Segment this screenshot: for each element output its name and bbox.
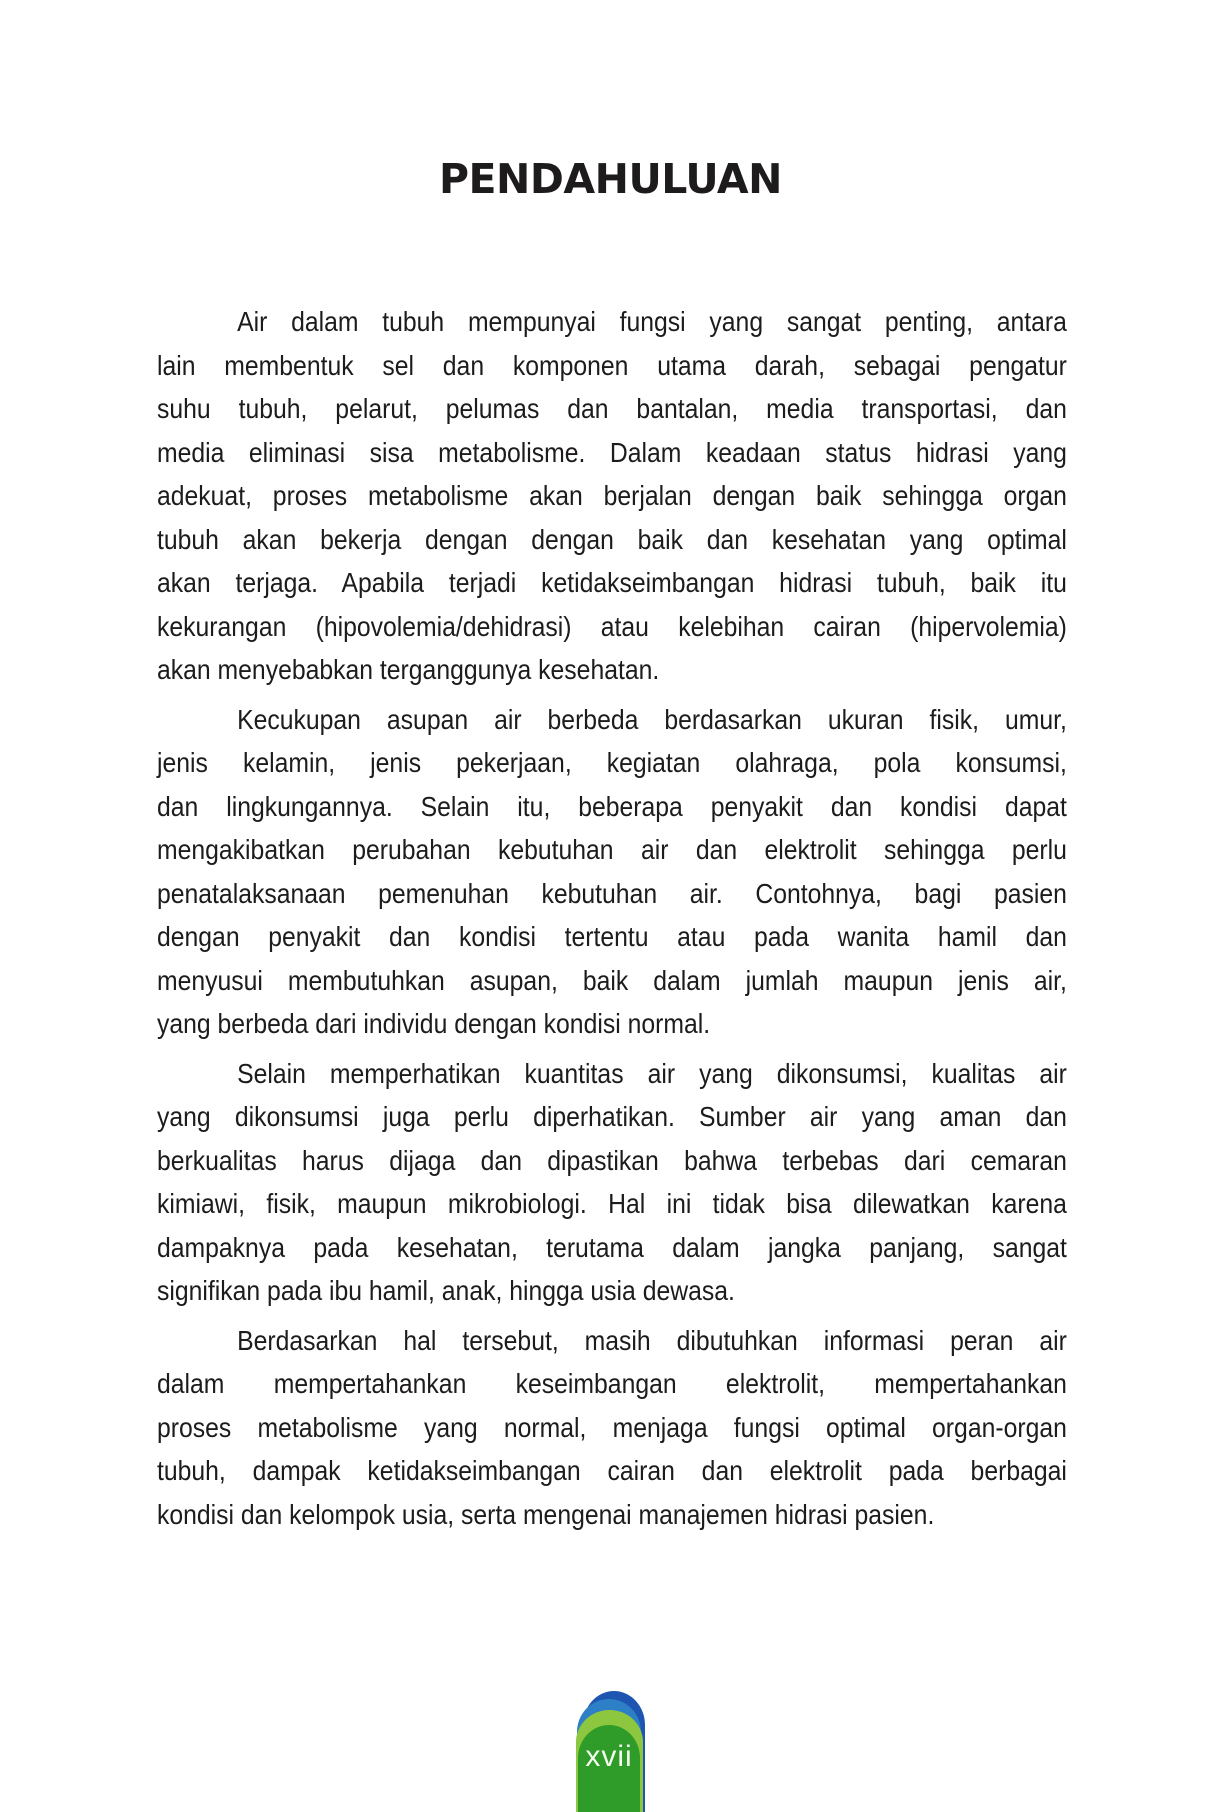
- text-line: Selain memperhatikan kuantitas air yang dikonsumsi, kualitas air: [237, 1057, 1067, 1089]
- text-line: akan terjaga. Apabila terjadi ketidakseimbangan hidrasi tubuh, baik itu: [157, 567, 1067, 598]
- text-line: signifikan pada ibu hamil, anak, hingga usia dewasa.: [157, 1275, 735, 1306]
- text-line: yang berbeda dari individu dengan kondisi normal.: [157, 1008, 711, 1039]
- text-line: mengakibatkan perubahan kebutuhan air dan elektrolit sehingga perlu: [157, 834, 1067, 865]
- text-line: penatalaksanaan pemenuhan kebutuhan air. Contohnya, bagi pasien: [157, 877, 1067, 909]
- text-line: menyusui membutuhkan asupan, baik dalam jumlah maupun jenis air,: [157, 964, 1067, 996]
- footer-ornament: [575, 1688, 647, 1812]
- text-line: dampaknya pada kesehatan, terutama dalam jangka panjang, sangat: [157, 1231, 1067, 1263]
- paragraph: [157, 1052, 1067, 1313]
- text-line: tubuh, dampak ketidakseimbangan cairan dan elektrolit pada berbagai: [157, 1455, 1067, 1486]
- text-line: kimiawi, fisik, maupun mikrobiologi. Hal ini tidak bisa dilewatkan karena: [157, 1188, 1067, 1219]
- paragraph: [157, 698, 1067, 1046]
- text-line: adekuat, proses metabolisme akan berjalan dengan baik sehingga organ: [157, 480, 1067, 511]
- text-line: dan lingkungannya. Selain itu, beberapa penyakit dan kondisi dapat: [157, 790, 1067, 822]
- text-line: kondisi dan kelompok usia, serta mengenai manajemen hidrasi pasien.: [157, 1498, 935, 1530]
- text-line: proses metabolisme yang normal, menjaga fungsi optimal organ-organ: [157, 1411, 1067, 1443]
- paragraph: [157, 300, 1067, 692]
- paragraph: [157, 1319, 1067, 1537]
- text-line: kekurangan (hipovolemia/dehidrasi) atau kelebihan cairan (hipervolemia): [157, 610, 1067, 642]
- page-title: PENDAHULUAN: [439, 155, 782, 203]
- text-line: lain membentuk sel dan komponen utama darah, sebagai pengatur: [157, 349, 1067, 381]
- text-line: tubuh akan bekerja dengan dengan baik dan kesehatan yang optimal: [157, 523, 1067, 555]
- text-line: dalam mempertahankan keseimbangan elektrolit, mempertahankan: [157, 1368, 1067, 1399]
- text-line: akan menyebabkan terganggunya kesehatan.: [157, 654, 660, 685]
- text-line: media eliminasi sisa metabolisme. Dalam keadaan status hidrasi yang: [157, 436, 1067, 468]
- text-line: dengan penyakit dan kondisi tertentu atau pada wanita hamil dan: [157, 921, 1067, 952]
- body-text: [157, 300, 1067, 1542]
- text-line: Kecukupan asupan air berbeda berdasarkan ukuran fisik, umur,: [237, 703, 1067, 735]
- page-number-label: xvii: [585, 1740, 633, 1773]
- text-line: Berdasarkan hal tersebut, masih dibutuhkan informasi peran air: [237, 1324, 1067, 1356]
- text-line: yang dikonsumsi juga perlu diperhatikan. Sumber air yang aman dan: [157, 1101, 1067, 1132]
- text-line: berkualitas harus dijaga dan dipastikan bahwa terbebas dari cemaran: [157, 1144, 1067, 1176]
- text-line: jenis kelamin, jenis pekerjaan, kegiatan olahraga, pola konsumsi,: [157, 747, 1067, 778]
- text-line: suhu tubuh, pelarut, pelumas dan bantalan, media transportasi, dan: [157, 393, 1067, 424]
- text-line: Air dalam tubuh mempunyai fungsi yang sangat penting, antara: [237, 306, 1067, 337]
